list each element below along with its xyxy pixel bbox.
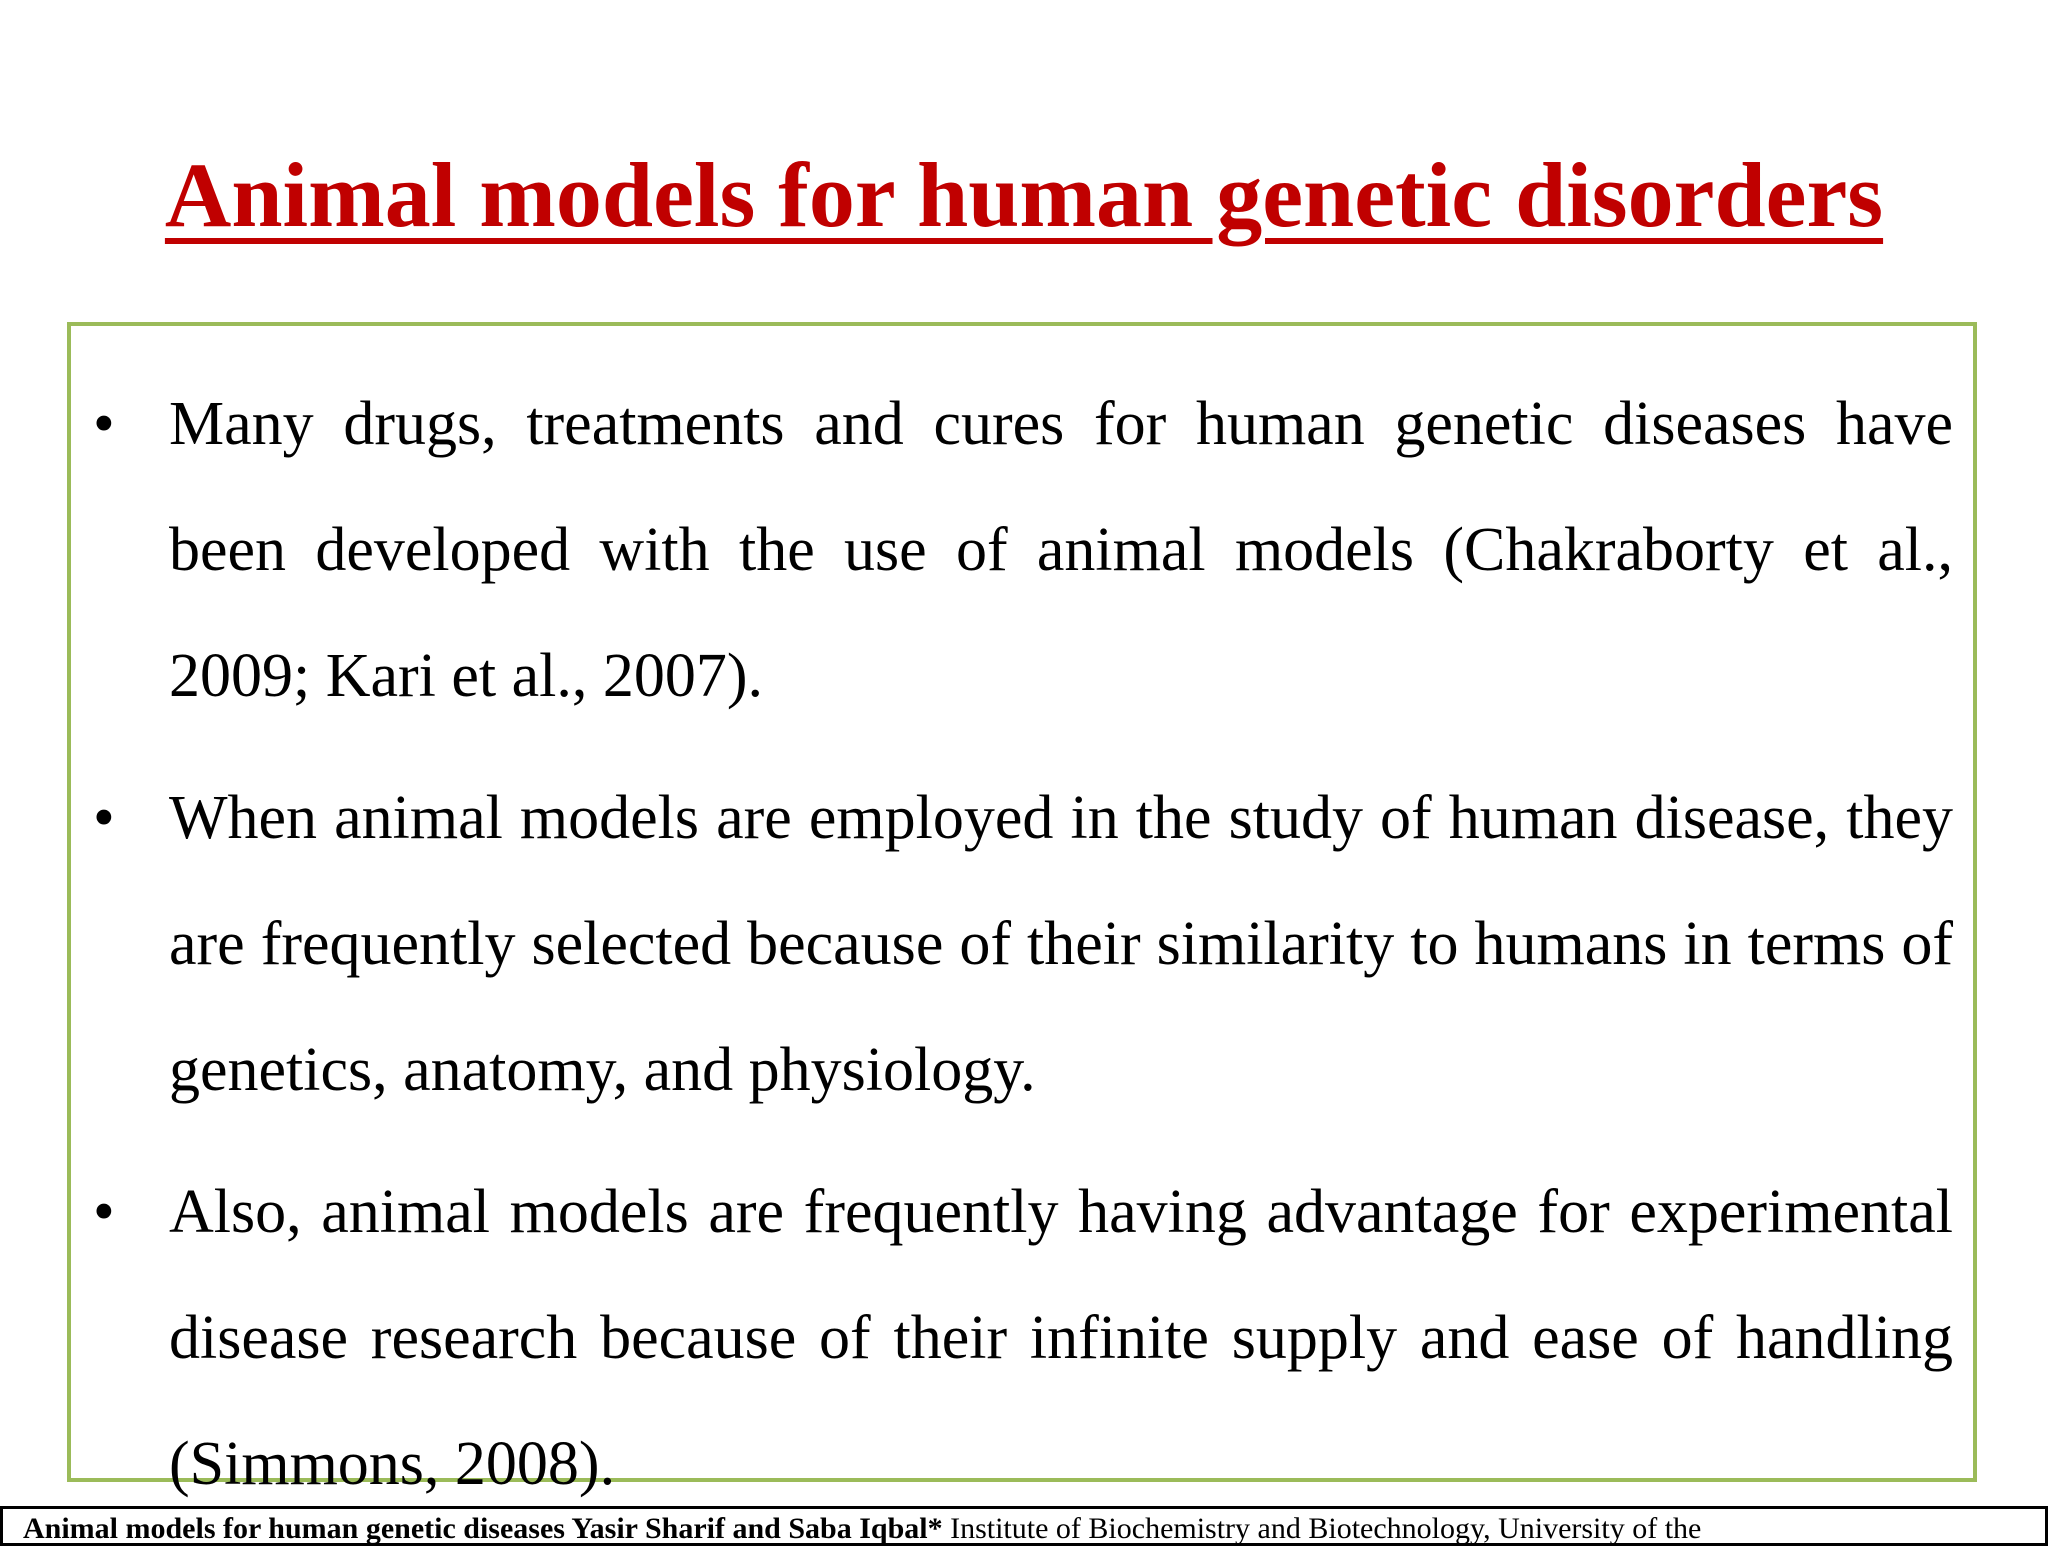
bullet-item — [71, 1149, 1973, 1527]
bullet-text: When animal models are employed in the study of human disease, they are frequently selected because of their similarity to humans in terms of genetics, anatomy, and physiology. — [169, 784, 1953, 1104]
content-box — [67, 322, 1977, 1498]
slide-title: Animal models for human genetic disorders — [164, 144, 1884, 246]
bullet-item — [71, 755, 1973, 1133]
footer-citation-authors: Animal models for human genetic diseases Yasir Sharif and Saba Iqbal* — [23, 1512, 943, 1545]
bullet-text: Also, animal models are frequently having advantage for experimental disease research because of their infinite supply and ease of handling (Simmons, 2008). — [169, 1178, 1953, 1498]
bullet-icon: • — [93, 784, 115, 852]
bullet-item — [71, 361, 1973, 739]
footer-citation — [0, 1506, 2048, 1546]
bullet-icon: • — [93, 1178, 115, 1246]
footer-citation-affiliation: Institute of Biochemistry and Biotechnology, University of the — [942, 1512, 1702, 1545]
bullet-icon: • — [93, 390, 115, 458]
bullet-list — [71, 361, 1973, 1543]
bullet-text: Many drugs, treatments and cures for human genetic diseases have been developed with the use of animal models (Chakraborty et al., 2009; Kari et al., 2007). — [169, 390, 1953, 710]
